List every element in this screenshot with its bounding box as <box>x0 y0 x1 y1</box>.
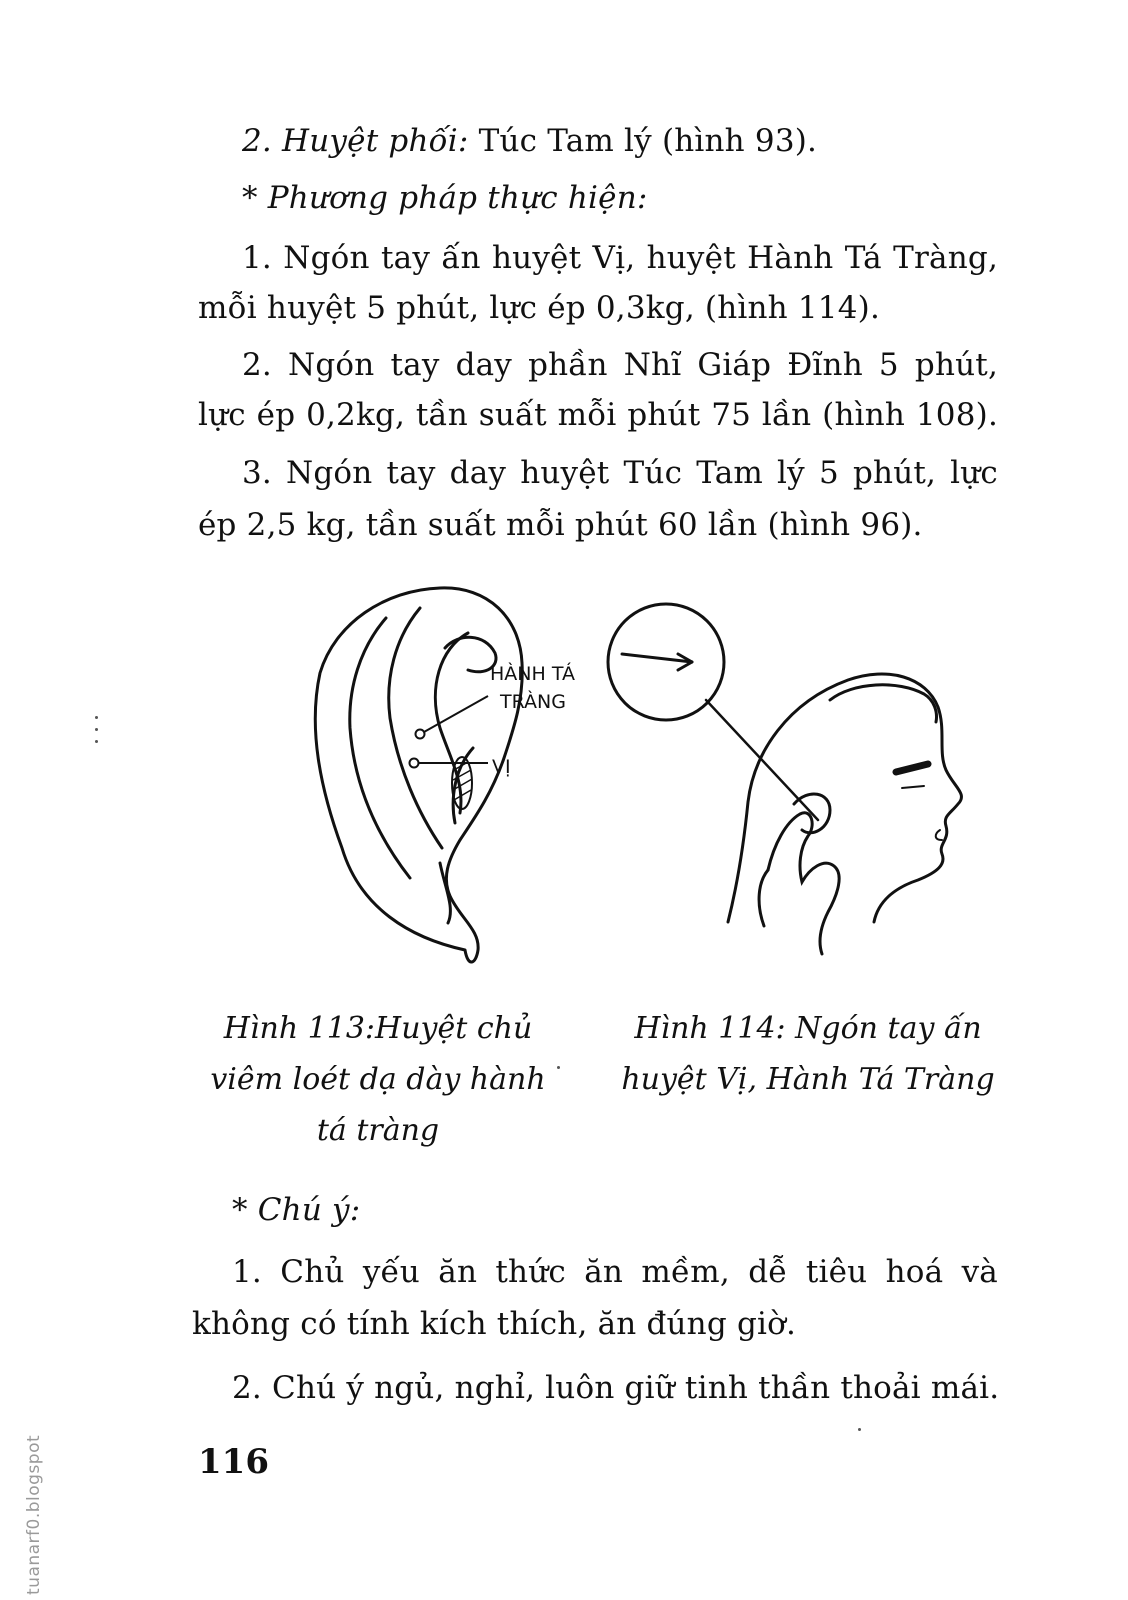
note1-line2: không có tính kích thích, ăn đúng giờ. <box>192 1306 797 1342</box>
scan-speck <box>557 1066 560 1069</box>
scan-speck <box>858 1428 861 1431</box>
notes-heading: * Chú ý: <box>232 1192 361 1228</box>
note1-line1: 1. Chủ yếu ăn thức ăn mềm, dễ tiêu hoá và <box>232 1254 998 1290</box>
finger-hand <box>768 813 839 954</box>
step2-line1: 2. Ngón tay day phần Nhĩ Giáp Đĩnh 5 phút, <box>242 347 998 383</box>
step1-line2: mỗi huyệt 5 phút, lực ép 0,3kg, (hình 114). <box>198 290 881 326</box>
caption-hinh-113: Hình 113:Huyệt chủ viêm loét dạ dày hành tá tràng <box>210 1011 546 1148</box>
caption-hinh-114: Hình 114: Ngón tay ấn huyệt Vị, Hành Tá Tràng <box>621 1011 995 1097</box>
hair-line <box>830 685 937 722</box>
page-number: 116 <box>198 1442 269 1482</box>
paragraph-huyet-phoi <box>242 121 817 161</box>
note2: 2. Chú ý ngủ, nghỉ, luôn giữ tinh thần thoải mái. <box>232 1370 1000 1406</box>
magnifier-circle <box>608 604 724 720</box>
acupoint-vi <box>410 759 419 768</box>
step1-line1: 1. Ngón tay ấn huyệt Vị, huyệt Hành Tá Tràng, <box>242 240 998 276</box>
eye <box>902 786 924 788</box>
mouth <box>936 830 942 840</box>
ear-diagram <box>290 578 610 978</box>
scan-speck <box>95 728 98 731</box>
head-outline <box>728 674 961 922</box>
label-hanh-ta-line2: TRÀNG <box>500 691 566 713</box>
acupoint-hanh-ta-trang <box>416 730 425 739</box>
hand-outline <box>759 870 768 926</box>
huyet-phoi-text: Túc Tam lý (hình 93). <box>468 123 818 159</box>
eyebrow <box>896 764 928 772</box>
scan-speck <box>95 740 98 743</box>
step3-line2: ép 2,5 kg, tần suất mỗi phút 60 lần (hình 96). <box>198 507 923 543</box>
label-vi: VỊ <box>492 756 511 778</box>
head-diagram <box>598 582 978 972</box>
step3-line1: 3. Ngón tay day huyệt Túc Tam lý 5 phút, lực <box>242 455 998 491</box>
magnifier-pointer-line <box>706 700 818 820</box>
step2-line2: lực ép 0,2kg, tần suất mỗi phút 75 lần (hình 108). <box>198 397 998 433</box>
label-hanh-ta-line1: HÀNH TÁ <box>490 663 575 685</box>
leader-line-hanh-ta-trang <box>424 696 488 732</box>
huyet-phoi-label: 2. Huyệt phối: <box>242 123 469 159</box>
scan-speck <box>95 716 98 719</box>
method-heading: * Phương pháp thực hiện: <box>242 180 648 216</box>
watermark: tuanarf0.blogspot <box>24 1434 44 1595</box>
